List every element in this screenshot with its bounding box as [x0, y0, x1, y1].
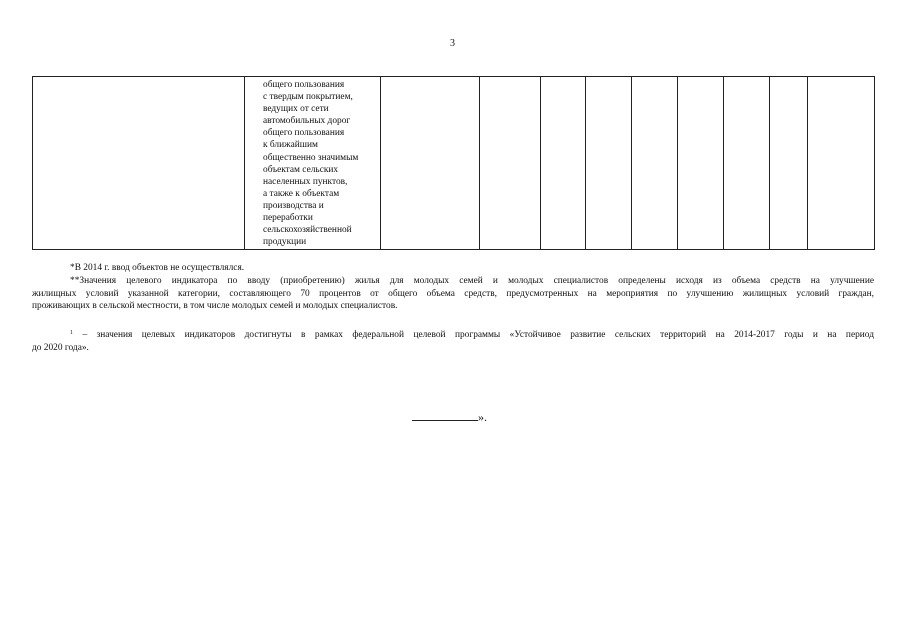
- indicator-name-line: сельскохозяйственной: [263, 225, 352, 236]
- table-cell-empty: [541, 77, 586, 250]
- indicator-name-line: с твердым покрытием,: [263, 92, 353, 103]
- indicator-table: [32, 76, 875, 250]
- indicator-name-line: ведущих от сети: [263, 104, 329, 115]
- indicator-name-line: общего пользования: [263, 128, 345, 139]
- note-star2: [32, 275, 874, 313]
- closing-mark: [412, 410, 487, 424]
- indicator-name-line: продукции: [263, 237, 307, 248]
- table-cell-empty: [480, 77, 541, 250]
- indicator-name-line: общего пользования: [263, 80, 345, 90]
- indicator-name-line: переработки: [263, 213, 313, 224]
- indicator-name-line: к ближайшим: [263, 140, 318, 151]
- indicator-name-line: объектам сельских: [263, 164, 339, 175]
- table-cell-empty: [770, 77, 808, 250]
- footnote-line: до 2020 года».: [32, 342, 89, 353]
- table-row: [33, 77, 875, 250]
- footnote-text: – значения целевых индикаторов достигнуты в рамках федеральной целевой программы «Устойчивое развитие сельских территорий на 2014-2017 годы и на период: [73, 330, 874, 340]
- page-number: 3: [450, 38, 455, 49]
- note-star2-line: **Значения целевого индикатора по вводу (приобретению) жилья для молодых семей и молодых специалистов определены исходя из объема средств на улучшение: [70, 276, 874, 286]
- note-star1: [70, 262, 874, 275]
- indicator-name-line: автомобильных дорог: [263, 116, 351, 127]
- table-cell-empty: [808, 77, 875, 250]
- indicator-name-line: общественно значимым: [263, 152, 359, 163]
- footnote-line: [70, 329, 874, 342]
- indicator-name-line: населенных пунктов,: [263, 176, 348, 187]
- footnote-mark: 1: [70, 330, 73, 336]
- table-cell-empty: [381, 77, 480, 250]
- table-cell-empty: [632, 77, 678, 250]
- note-star2-line: проживающих в сельской местности, в том числе молодых семей и молодых специалистов.: [32, 301, 398, 312]
- table-cell-empty: [724, 77, 770, 250]
- table-cell-empty: [678, 77, 724, 250]
- closing-quote: ».: [478, 410, 487, 424]
- note-star2-line: жилищных условий указанной категории, составляющего 70 процентов от общего объема средств, предусмотренных на мероприятия по улучшению жилищных условий граждан,: [32, 288, 874, 299]
- indicator-name-line: производства и: [263, 200, 324, 211]
- closing-underline: [412, 410, 478, 421]
- table-cell-empty: [33, 77, 245, 250]
- note-star1-text: *В 2014 г. ввод объектов не осуществлялся.: [70, 263, 245, 273]
- table-cell-empty: [586, 77, 632, 250]
- footnote: [32, 329, 874, 354]
- indicator-name-line: а также к объектам: [263, 188, 340, 199]
- table-cell-indicator-name: [245, 77, 381, 250]
